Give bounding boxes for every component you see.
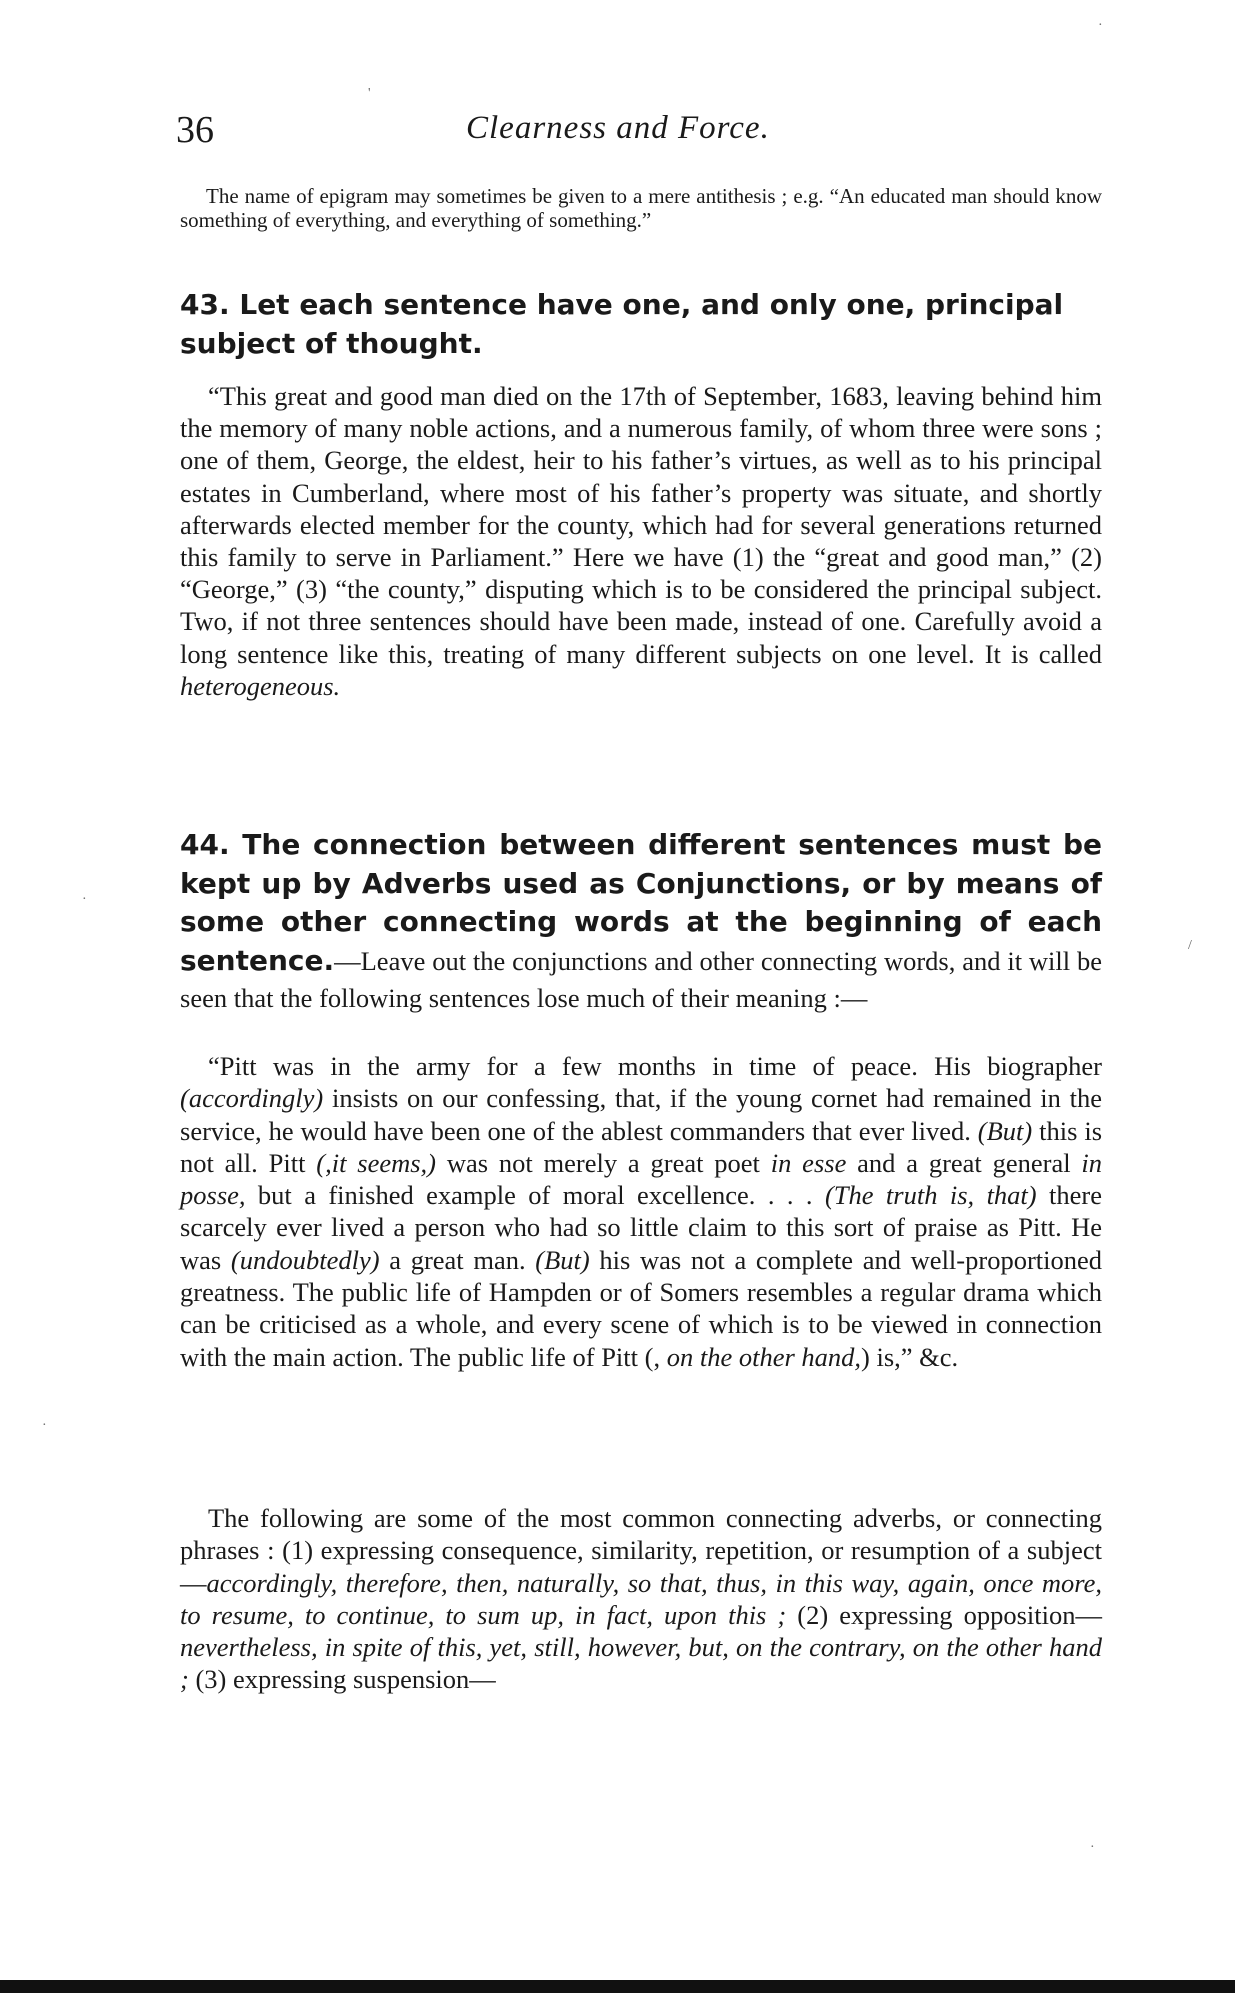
bottom-border [0, 1980, 1235, 1993]
quote-italic: in esse [770, 1147, 847, 1178]
scan-speck: / [1188, 938, 1192, 953]
quote-segment: his was not a complete and well-proportioned greatness. The public life of Hampden or of Somers resembles a regular drama which can be criticised as a whole, and every scene of which is to be viewed in connection with the main action. The public life of Pitt (, [180, 1244, 1103, 1372]
quote-italic: (The truth is, that) [824, 1180, 1037, 1211]
quote-segment: ) is,” &c. [861, 1341, 959, 1372]
section-44-heading: 44. The connection between different sentences must be kept up by Adverbs used as Conjunctions, or by means of some other connecting words at the beginning of each sentence. [180, 828, 1102, 977]
quote-segment: but a finished example of moral excellence. . . . [257, 1180, 813, 1211]
quote-italic: on the other hand, [666, 1341, 862, 1372]
quote-segment: “Pitt was in the army for a few months in time of peace. His biographer [208, 1051, 1102, 1081]
quote-italic: (But) [977, 1115, 1033, 1146]
heterogeneous-term: heterogeneous. [180, 670, 341, 701]
quote-segment: a great man. [389, 1244, 526, 1275]
connectives-tail: (3) expressing suspension— [195, 1664, 496, 1695]
quote-segment: there scarcely ever lived a person who had so little claim to this sort of praise as Pitt. He was [180, 1180, 1102, 1275]
quote-segment: this is not all. Pitt [180, 1115, 1103, 1178]
connectives-mid: (2) expressing opposition— [797, 1599, 1102, 1630]
scan-speck: · [1098, 18, 1103, 33]
section-43-paragraph [180, 380, 1102, 702]
section-43-body: “This great and good man died on the 17th of September, 1683, leaving behind him the memory of many noble actions, and a numerous family, of whom three were sons ; one of them, George, the eldest, heir to his father’s virtues, as well as to his principal estates in Cumberland, where most of his father’s property was situate, and shortly afterwards elected member for the county, which had for several generations returned this family to serve in Parliament.” Here we have (1) the “great and good man,” (2) “George,” (3) “the county,” disputing which is to be considered the principal subject. Two, if not three sentences should have been made, instead of one. Carefully avoid a long sentence like this, treating of many different subjects on one level. It is called [180, 381, 1102, 669]
section-44-intro: —Leave out the conjunctions and other connecting words, and it will be seen that the following sentences lose much of their meaning :— [180, 945, 1102, 1013]
epigram-note: The name of epigram may sometimes be given to a mere antithesis ; e.g. “An educated man should know something of everything, and everything of something.” [180, 184, 1102, 232]
scan-speck: · [82, 892, 87, 907]
page-number: 36 [176, 109, 214, 151]
pitt-quotation [180, 1050, 1102, 1373]
section-44-heading-block [180, 826, 1102, 1018]
quote-italic: (,it seems,) [316, 1147, 436, 1178]
quote-segment: insists on our confessing, that, if the young cornet had remained in the service, he would have been one of the ablest commanders that ever lived. [180, 1083, 1102, 1146]
quote-italic: (undoubtedly) [230, 1244, 380, 1275]
connectives-group-1: accordingly, therefore, then, naturally, so that, thus, in this way, again, once more, to resume, to continue, to sum up, in fact, upon this ; [180, 1567, 1102, 1630]
connectives-lead: The following are some of the most common connecting adverbs, or connecting phrases : (1) expressing consequence, similarity, repetition, or resumption of a subject— [180, 1503, 1102, 1598]
connectives-paragraph [180, 1502, 1102, 1696]
quote-segment: and a great general [857, 1147, 1071, 1178]
scan-speck: ' [368, 86, 371, 101]
running-title: Clearness and Force. [466, 110, 770, 146]
quote-italic: (But) [535, 1244, 590, 1275]
quote-segment: was not merely a great poet [446, 1147, 760, 1178]
scan-speck: · [42, 1418, 47, 1433]
connectives-group-2: nevertheless, in spite of this, yet, still, however, but, on the contrary, on the other hand ; [180, 1632, 1102, 1695]
scan-speck: · [1090, 1840, 1095, 1855]
quote-italic: in posse, [180, 1147, 1103, 1211]
section-43-heading: 43. Let each sentence have one, and only one, principal subject of thought. [180, 288, 1064, 360]
quote-italic: (accordingly) [180, 1083, 324, 1114]
